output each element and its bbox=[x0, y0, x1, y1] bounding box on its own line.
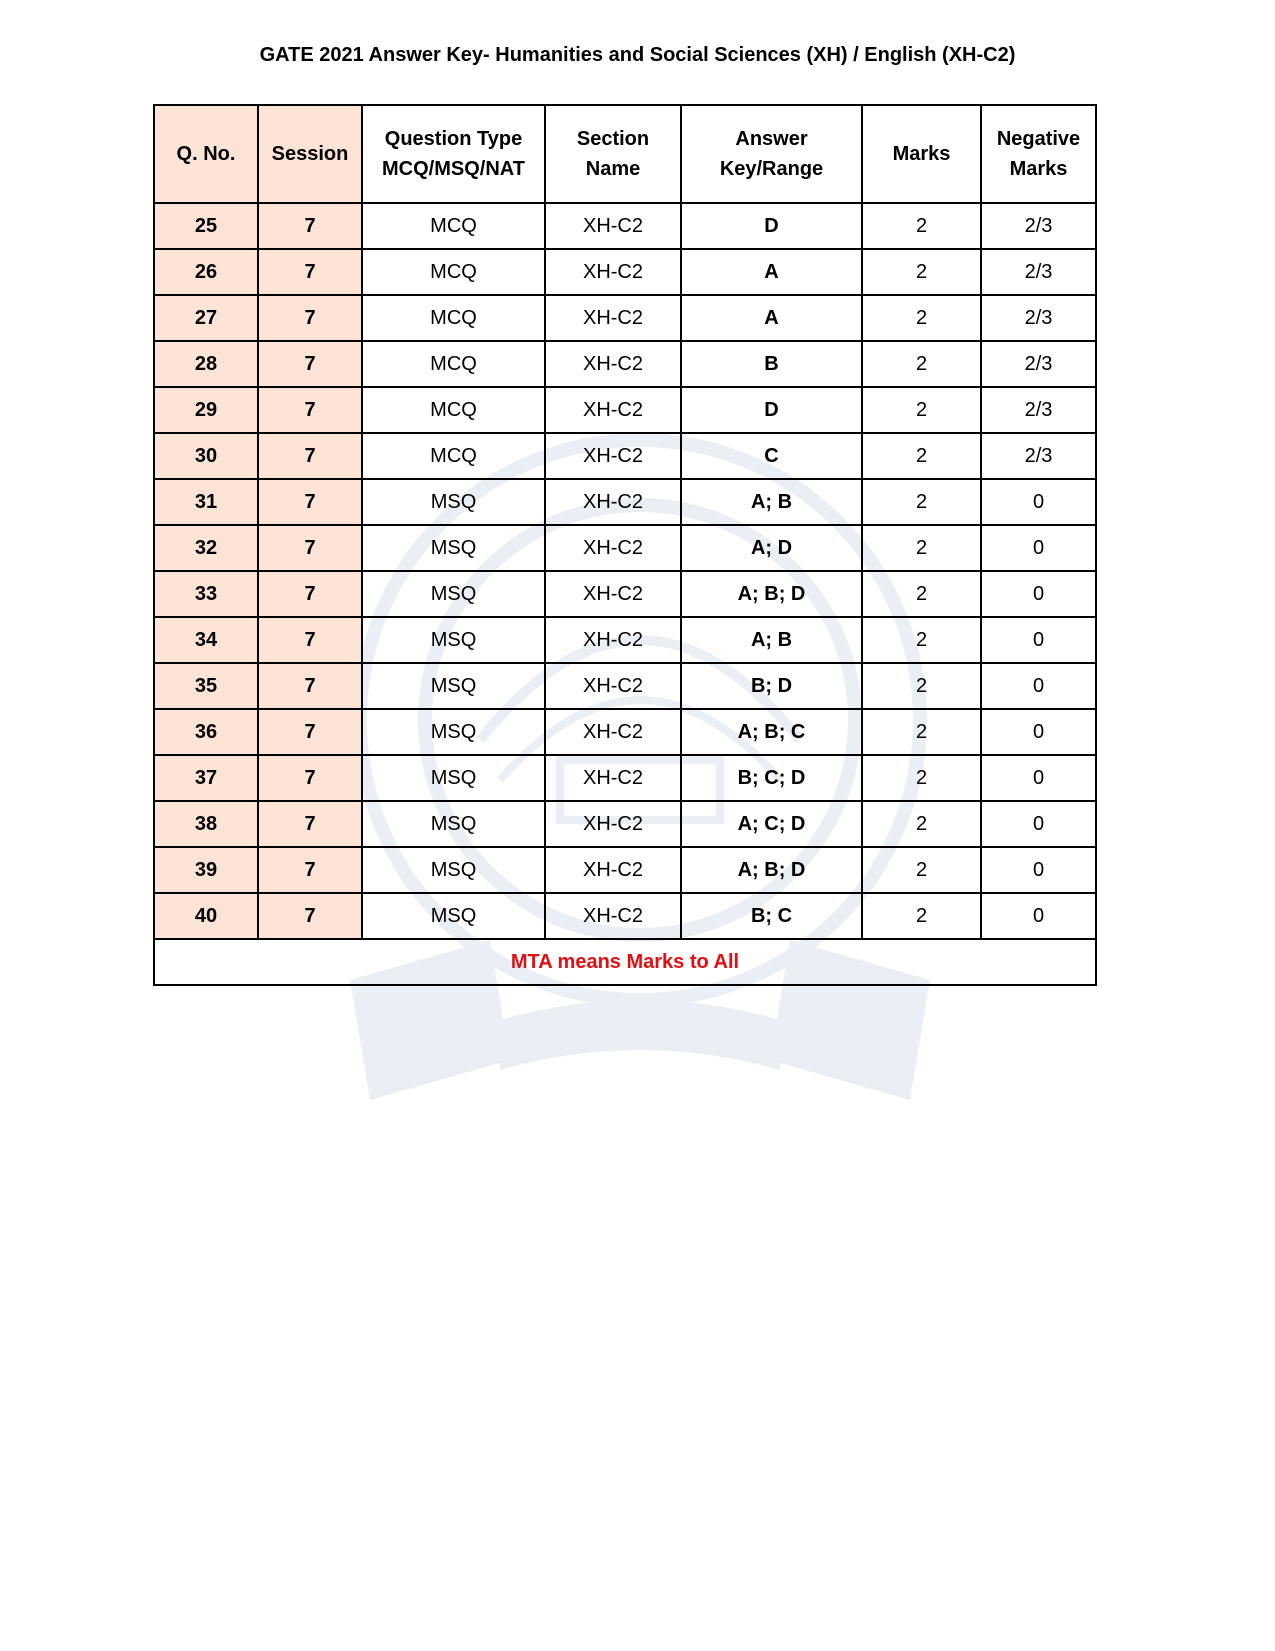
cell-session: 7 bbox=[258, 571, 362, 617]
header-section-line2: Name bbox=[585, 158, 641, 180]
cell-section-name: XH-C2 bbox=[545, 893, 681, 939]
cell-negative-marks: 2/3 bbox=[981, 387, 1096, 433]
cell-q-no: 36 bbox=[154, 709, 258, 755]
cell-answer-key: A bbox=[681, 295, 862, 341]
cell-section-name: XH-C2 bbox=[545, 755, 681, 801]
cell-session: 7 bbox=[258, 663, 362, 709]
cell-negative-marks: 0 bbox=[981, 755, 1096, 801]
cell-q-no: 29 bbox=[154, 387, 258, 433]
cell-question-type: MSQ bbox=[362, 709, 545, 755]
header-session-label: Session bbox=[271, 143, 349, 165]
cell-answer-key: A; B bbox=[681, 617, 862, 663]
header-answer-line2: Key/Range bbox=[719, 158, 824, 180]
table-row bbox=[154, 479, 1096, 525]
table-footer-row bbox=[154, 939, 1096, 985]
cell-session: 7 bbox=[258, 709, 362, 755]
cell-section-name: XH-C2 bbox=[545, 801, 681, 847]
header-q-no-label: Q. No. bbox=[176, 143, 236, 165]
cell-session: 7 bbox=[258, 617, 362, 663]
cell-answer-key: C bbox=[681, 433, 862, 479]
cell-marks: 2 bbox=[862, 249, 981, 295]
cell-question-type: MSQ bbox=[362, 755, 545, 801]
table-row bbox=[154, 755, 1096, 801]
table-row bbox=[154, 893, 1096, 939]
table-header-row bbox=[154, 105, 1096, 203]
table-row bbox=[154, 663, 1096, 709]
cell-marks: 2 bbox=[862, 433, 981, 479]
cell-answer-key: A; B; C bbox=[681, 709, 862, 755]
document-title: GATE 2021 Answer Key- Humanities and Social Sciences (XH) / English (XH-C2) bbox=[259, 44, 1016, 66]
table-row bbox=[154, 525, 1096, 571]
cell-q-no: 32 bbox=[154, 525, 258, 571]
cell-section-name: XH-C2 bbox=[545, 341, 681, 387]
cell-q-no: 33 bbox=[154, 571, 258, 617]
header-negative-marks bbox=[981, 105, 1096, 203]
cell-section-name: XH-C2 bbox=[545, 617, 681, 663]
header-negative-line1: Negative bbox=[996, 128, 1081, 150]
cell-marks: 2 bbox=[862, 203, 981, 249]
header-marks-label: Marks bbox=[892, 143, 951, 165]
cell-q-no: 35 bbox=[154, 663, 258, 709]
cell-q-no: 38 bbox=[154, 801, 258, 847]
cell-answer-key: A; D bbox=[681, 525, 862, 571]
cell-answer-key: D bbox=[681, 203, 862, 249]
cell-negative-marks: 0 bbox=[981, 709, 1096, 755]
cell-question-type: MCQ bbox=[362, 295, 545, 341]
cell-session: 7 bbox=[258, 203, 362, 249]
header-marks bbox=[862, 105, 981, 203]
cell-question-type: MSQ bbox=[362, 479, 545, 525]
cell-marks: 2 bbox=[862, 617, 981, 663]
header-section-line1: Section bbox=[576, 128, 650, 150]
cell-question-type: MSQ bbox=[362, 847, 545, 893]
header-answer-key bbox=[681, 105, 862, 203]
table-row bbox=[154, 249, 1096, 295]
cell-negative-marks: 2/3 bbox=[981, 433, 1096, 479]
cell-session: 7 bbox=[258, 341, 362, 387]
cell-q-no: 31 bbox=[154, 479, 258, 525]
table-row bbox=[154, 341, 1096, 387]
table-row bbox=[154, 387, 1096, 433]
cell-section-name: XH-C2 bbox=[545, 479, 681, 525]
cell-section-name: XH-C2 bbox=[545, 663, 681, 709]
cell-question-type: MCQ bbox=[362, 249, 545, 295]
cell-negative-marks: 0 bbox=[981, 893, 1096, 939]
cell-negative-marks: 2/3 bbox=[981, 341, 1096, 387]
answer-rows bbox=[154, 203, 1096, 939]
cell-question-type: MSQ bbox=[362, 525, 545, 571]
cell-session: 7 bbox=[258, 479, 362, 525]
cell-marks: 2 bbox=[862, 341, 981, 387]
cell-marks: 2 bbox=[862, 479, 981, 525]
cell-q-no: 30 bbox=[154, 433, 258, 479]
cell-session: 7 bbox=[258, 525, 362, 571]
cell-section-name: XH-C2 bbox=[545, 571, 681, 617]
table-row bbox=[154, 571, 1096, 617]
cell-answer-key: A; B; D bbox=[681, 571, 862, 617]
cell-marks: 2 bbox=[862, 571, 981, 617]
cell-answer-key: A; B bbox=[681, 479, 862, 525]
table-row bbox=[154, 709, 1096, 755]
header-question-type-line1: Question Type bbox=[384, 128, 523, 150]
cell-negative-marks: 0 bbox=[981, 479, 1096, 525]
cell-question-type: MSQ bbox=[362, 801, 545, 847]
header-question-type-line2: MCQ/MSQ/NAT bbox=[382, 158, 525, 180]
cell-answer-key: B bbox=[681, 341, 862, 387]
cell-section-name: XH-C2 bbox=[545, 525, 681, 571]
cell-session: 7 bbox=[258, 755, 362, 801]
cell-q-no: 39 bbox=[154, 847, 258, 893]
cell-question-type: MSQ bbox=[362, 571, 545, 617]
cell-question-type: MCQ bbox=[362, 433, 545, 479]
cell-negative-marks: 2/3 bbox=[981, 295, 1096, 341]
cell-section-name: XH-C2 bbox=[545, 709, 681, 755]
header-session bbox=[258, 105, 362, 203]
cell-marks: 2 bbox=[862, 525, 981, 571]
cell-q-no: 27 bbox=[154, 295, 258, 341]
cell-answer-key: A; C; D bbox=[681, 801, 862, 847]
cell-question-type: MCQ bbox=[362, 203, 545, 249]
table-row bbox=[154, 801, 1096, 847]
header-negative-line2: Marks bbox=[1009, 158, 1068, 180]
table-row bbox=[154, 295, 1096, 341]
cell-section-name: XH-C2 bbox=[545, 433, 681, 479]
cell-negative-marks: 0 bbox=[981, 571, 1096, 617]
cell-negative-marks: 2/3 bbox=[981, 203, 1096, 249]
answer-key-table bbox=[153, 104, 1097, 986]
cell-answer-key: B; D bbox=[681, 663, 862, 709]
table-row bbox=[154, 203, 1096, 249]
cell-question-type: MSQ bbox=[362, 617, 545, 663]
cell-marks: 2 bbox=[862, 663, 981, 709]
table-row bbox=[154, 847, 1096, 893]
cell-negative-marks: 0 bbox=[981, 663, 1096, 709]
cell-marks: 2 bbox=[862, 801, 981, 847]
cell-session: 7 bbox=[258, 433, 362, 479]
table-row bbox=[154, 617, 1096, 663]
cell-q-no: 37 bbox=[154, 755, 258, 801]
header-q-no bbox=[154, 105, 258, 203]
cell-section-name: XH-C2 bbox=[545, 295, 681, 341]
cell-session: 7 bbox=[258, 801, 362, 847]
cell-session: 7 bbox=[258, 893, 362, 939]
cell-q-no: 26 bbox=[154, 249, 258, 295]
cell-section-name: XH-C2 bbox=[545, 203, 681, 249]
cell-answer-key: A bbox=[681, 249, 862, 295]
cell-session: 7 bbox=[258, 847, 362, 893]
cell-question-type: MCQ bbox=[362, 387, 545, 433]
header-answer-line1: Answer bbox=[735, 128, 808, 150]
cell-negative-marks: 2/3 bbox=[981, 249, 1096, 295]
cell-section-name: XH-C2 bbox=[545, 847, 681, 893]
header-question-type bbox=[362, 105, 545, 203]
cell-q-no: 28 bbox=[154, 341, 258, 387]
cell-answer-key: D bbox=[681, 387, 862, 433]
cell-question-type: MSQ bbox=[362, 663, 545, 709]
cell-section-name: XH-C2 bbox=[545, 387, 681, 433]
cell-session: 7 bbox=[258, 295, 362, 341]
cell-marks: 2 bbox=[862, 295, 981, 341]
cell-negative-marks: 0 bbox=[981, 847, 1096, 893]
cell-negative-marks: 0 bbox=[981, 525, 1096, 571]
cell-marks: 2 bbox=[862, 755, 981, 801]
cell-answer-key: B; C; D bbox=[681, 755, 862, 801]
header-section-name bbox=[545, 105, 681, 203]
footer-note: MTA means Marks to All bbox=[154, 939, 1096, 985]
cell-section-name: XH-C2 bbox=[545, 249, 681, 295]
cell-question-type: MCQ bbox=[362, 341, 545, 387]
cell-q-no: 25 bbox=[154, 203, 258, 249]
cell-session: 7 bbox=[258, 387, 362, 433]
cell-negative-marks: 0 bbox=[981, 617, 1096, 663]
cell-answer-key: A; B; D bbox=[681, 847, 862, 893]
cell-session: 7 bbox=[258, 249, 362, 295]
cell-marks: 2 bbox=[862, 709, 981, 755]
cell-marks: 2 bbox=[862, 387, 981, 433]
cell-q-no: 34 bbox=[154, 617, 258, 663]
cell-marks: 2 bbox=[862, 847, 981, 893]
cell-q-no: 40 bbox=[154, 893, 258, 939]
table-row bbox=[154, 433, 1096, 479]
cell-marks: 2 bbox=[862, 893, 981, 939]
cell-answer-key: B; C bbox=[681, 893, 862, 939]
cell-question-type: MSQ bbox=[362, 893, 545, 939]
cell-negative-marks: 0 bbox=[981, 801, 1096, 847]
